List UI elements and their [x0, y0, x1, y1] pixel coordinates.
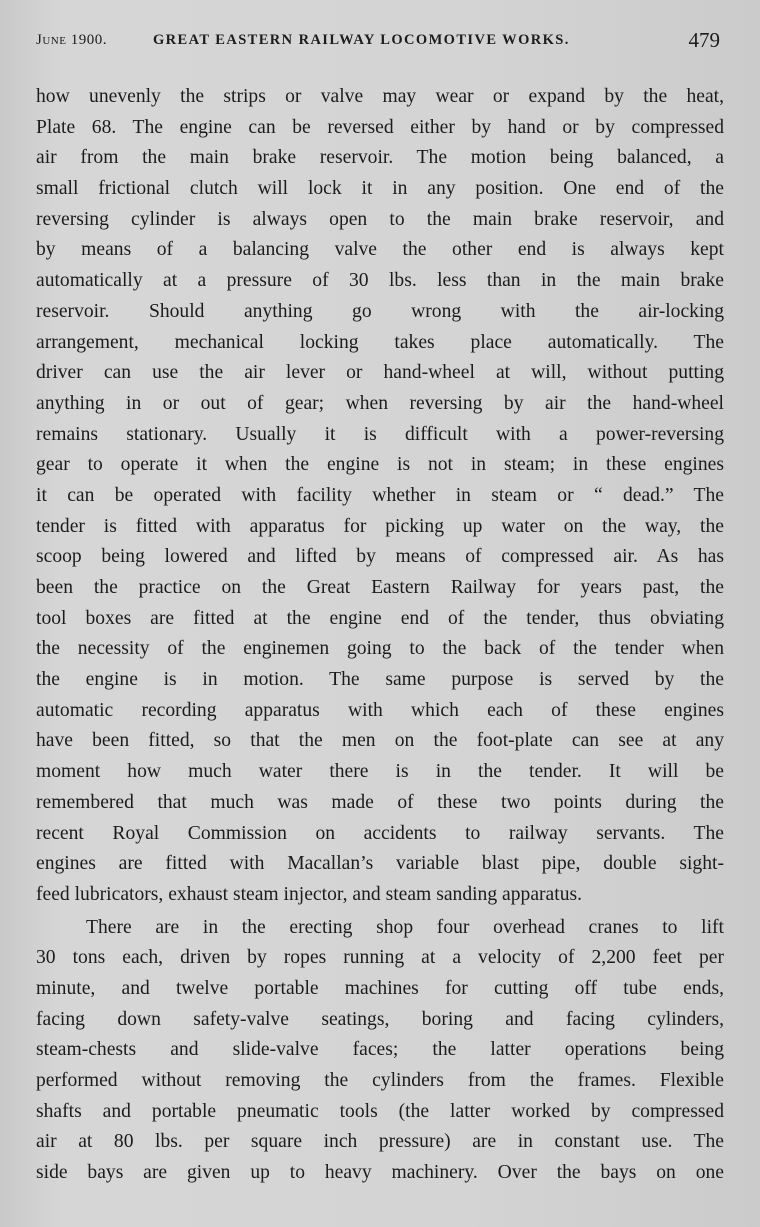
text-line: automatically at a pressure of 30 lbs. less than in the main brake	[36, 270, 724, 292]
text-line: anything in or out of gear; when reversing by air the hand-wheel	[36, 392, 724, 414]
text-line: tender is fitted with apparatus for picking up water on the way, the	[36, 515, 724, 537]
text-line: feed lubricators, exhaust steam injector, and steam sanding apparatus.	[36, 883, 583, 905]
body-text	[36, 82, 724, 1189]
text-line: how unevenly the strips or valve may wear or expand by the heat,	[36, 86, 724, 107]
text-line: side bays are given up to heavy machinery. Over the bays on one	[36, 1162, 724, 1184]
text-line: recent Royal Commission on accidents to railway servants. The	[36, 822, 724, 844]
text-line: air at 80 lbs. per square inch pressure) are in constant use. The	[36, 1131, 724, 1153]
text-line: been the practice on the Great Eastern Railway for years past, the	[36, 577, 724, 598]
text-line: remains stationary. Usually it is difficult with a power-reversing	[36, 423, 724, 445]
text-line: performed without removing the cylinders from the frames. Flexible	[36, 1070, 724, 1091]
text-line: driver can use the air lever or hand-wheel at will, without putting	[36, 362, 724, 384]
text-line: 30 tons each, driven by ropes running at a velocity of 2,200 feet per	[36, 947, 724, 969]
text-line: steam-chests and slide-valve faces; the latter operations being	[36, 1039, 724, 1061]
text-line: remembered that much was made of these two points during the	[36, 791, 724, 813]
page-number: 479	[688, 28, 720, 52]
text-line: arrangement, mechanical locking takes place automatically. The	[36, 331, 724, 353]
text-line: shafts and portable pneumatic tools (the latter worked by compressed	[36, 1100, 724, 1122]
text-line: the engine is in motion. The same purpose is served by the	[36, 669, 724, 691]
text-line: tool boxes are fitted at the engine end of the tender, thus obviating	[36, 607, 724, 629]
text-line: air from the main brake reservoir. The motion being balanced, a	[36, 147, 724, 169]
header-date: June 1900.	[36, 32, 107, 48]
text-line: have been fitted, so that the men on the foot-plate can see at any	[36, 730, 724, 752]
text-line: Plate 68. The engine can be reversed either by hand or by compressed	[36, 116, 724, 138]
text-line: There are in the erecting shop four overhead cranes to lift	[86, 916, 724, 938]
text-line: small frictional clutch will lock it in any position. One end of the	[36, 178, 724, 200]
header-title: GREAT EASTERN RAILWAY LOCOMOTIVE WORKS.	[153, 32, 570, 48]
text-line: the necessity of the enginemen going to the back of the tender when	[36, 638, 724, 660]
text-line: automatic recording apparatus with which each of these engines	[36, 699, 724, 721]
text-line: by means of a balancing valve the other end is always kept	[36, 239, 724, 261]
text-line: scoop being lowered and lifted by means of compressed air. As has	[36, 546, 724, 568]
text-line: reversing cylinder is always open to the main brake reservoir, and	[36, 208, 724, 230]
text-line: minute, and twelve portable machines for cutting off tube ends,	[36, 977, 724, 999]
text-line: it can be operated with facility whether in steam or “ dead.” The	[36, 484, 724, 506]
text-line: reservoir. Should anything go wrong with the air-locking	[36, 300, 724, 322]
text-line: gear to operate it when the engine is not in steam; in these engines	[36, 454, 724, 476]
text-line: facing down safety-valve seatings, boring and facing cylinders,	[36, 1008, 724, 1030]
running-header	[36, 28, 722, 56]
text-line: moment how much water there is in the tender. It will be	[36, 761, 724, 783]
text-line: engines are fitted with Macallan’s variable blast pipe, double sight-	[36, 853, 724, 875]
